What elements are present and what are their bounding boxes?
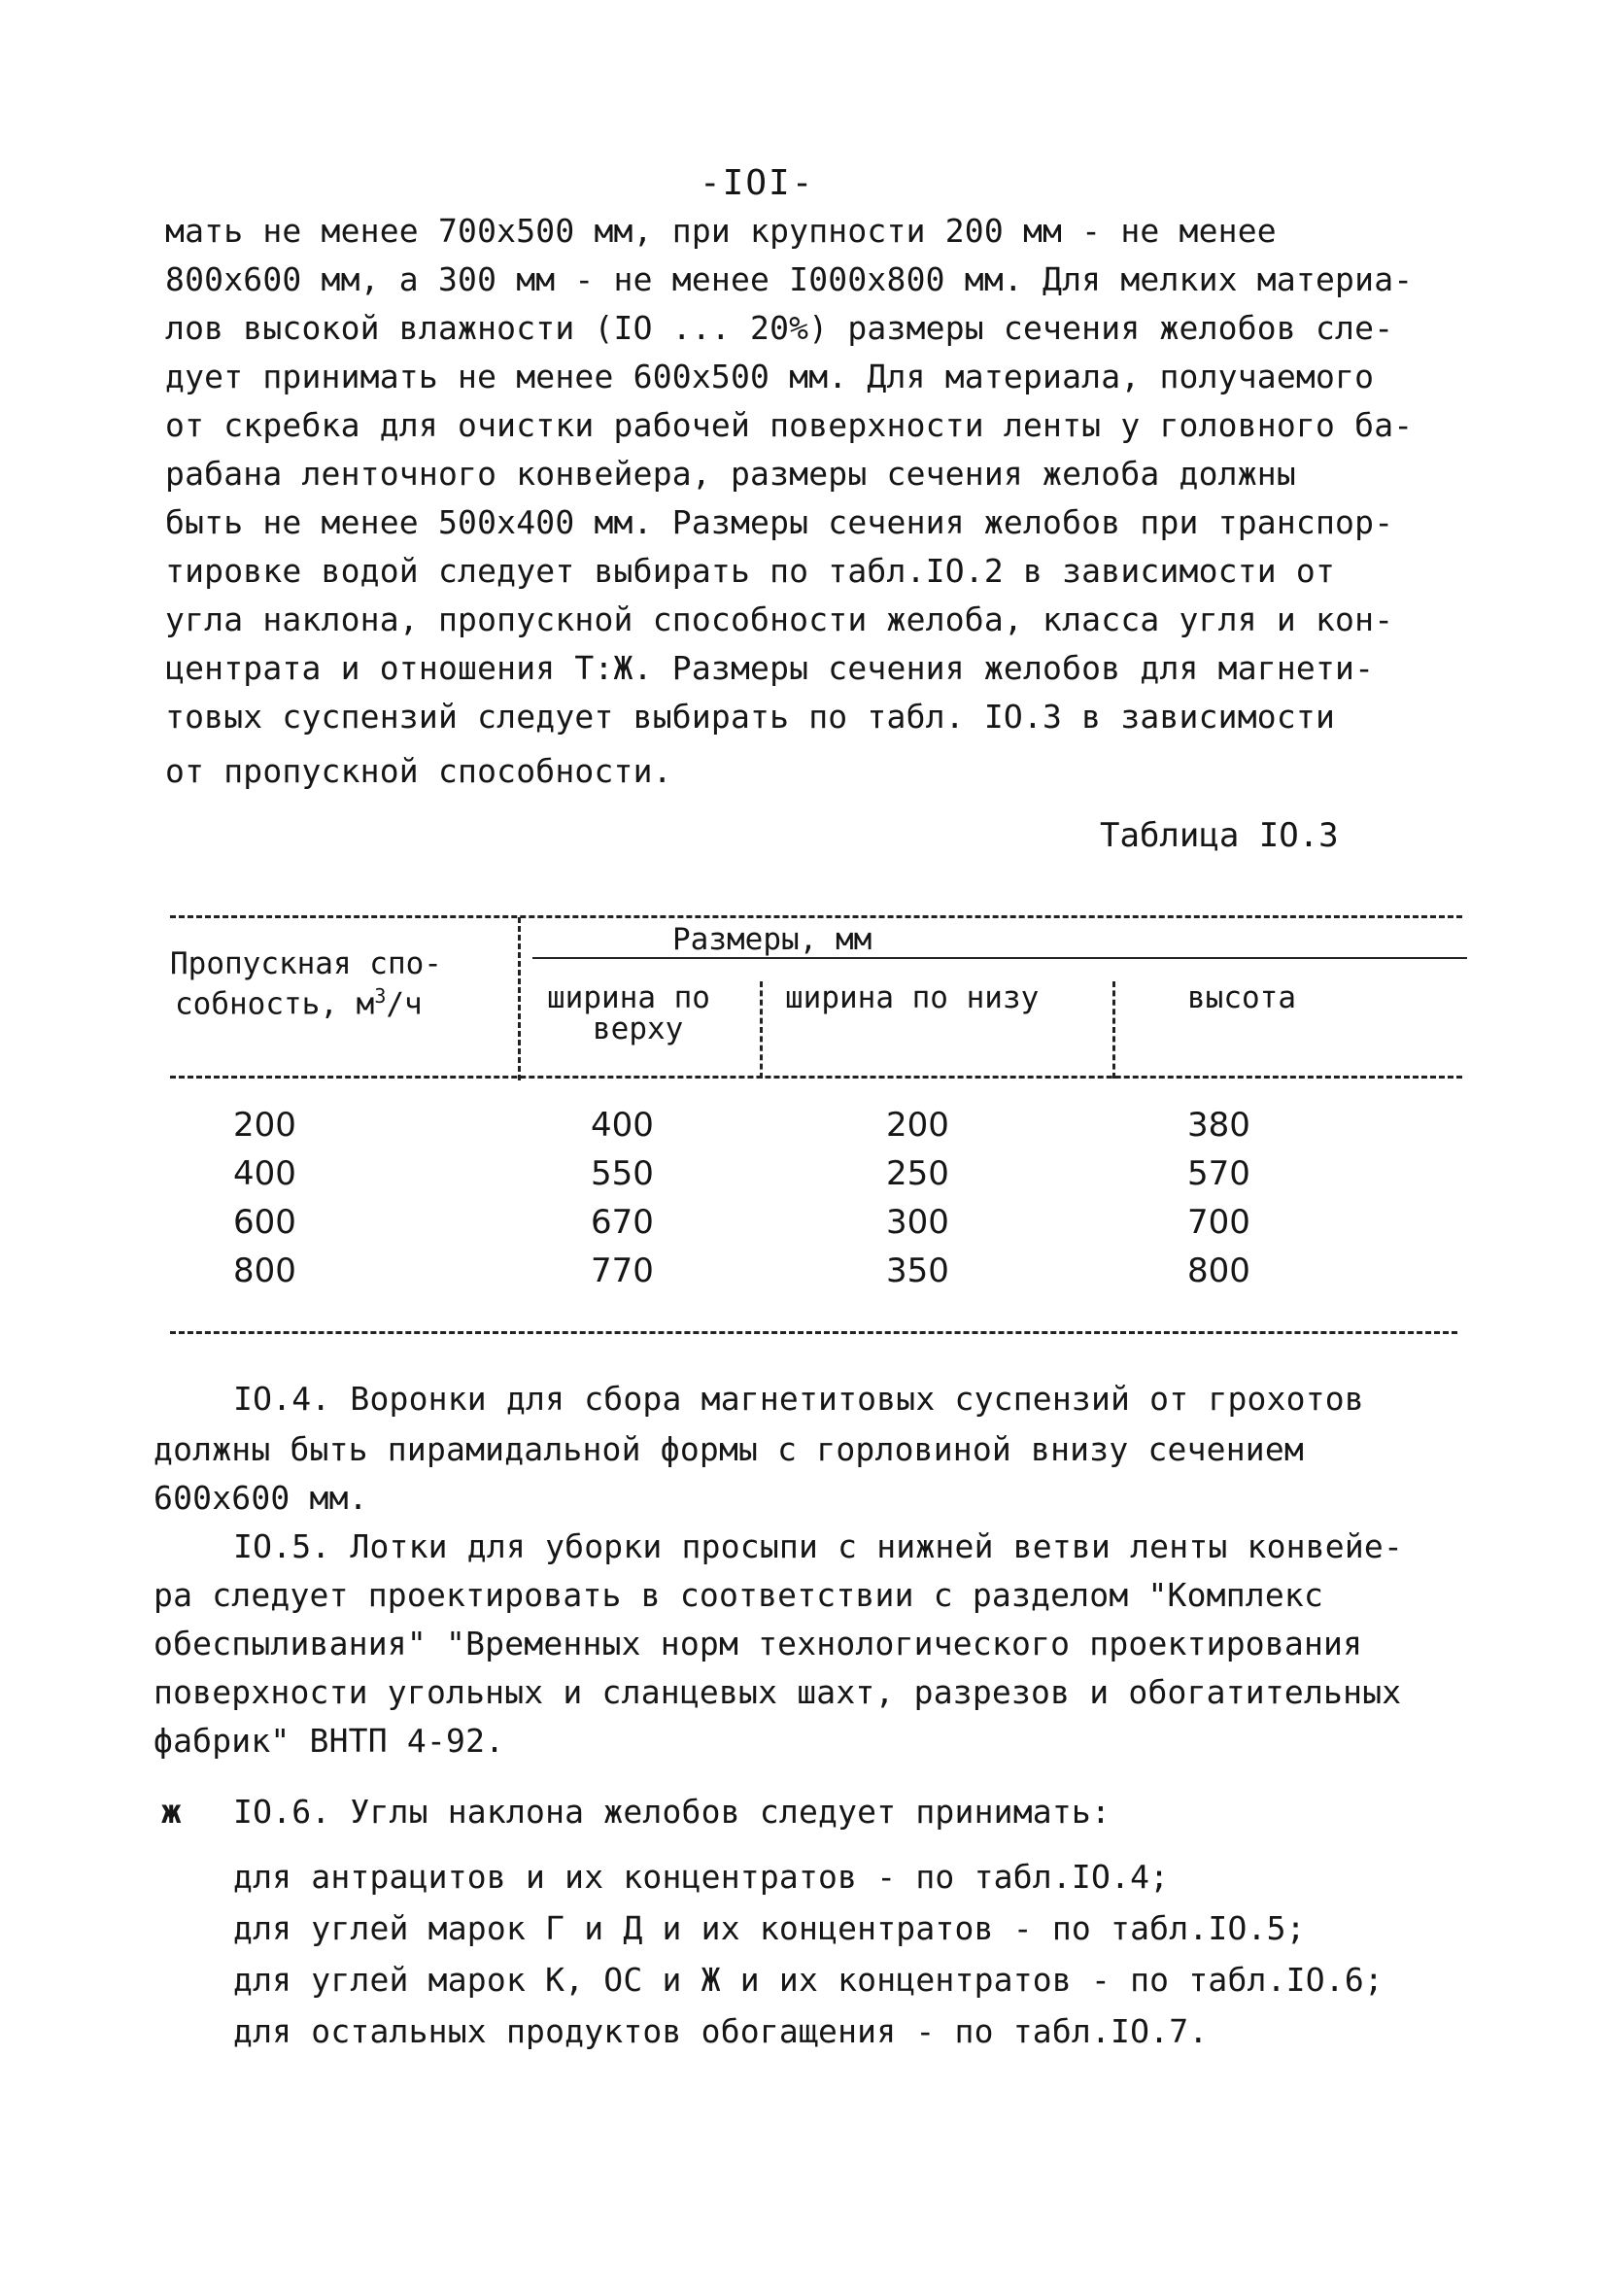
header-capacity-unit: /ч (386, 986, 423, 1022)
cell-height: 380 (1187, 1106, 1250, 1145)
list-item: для углей марок К, ОС и Ж и их концентратов - по табл.IO.6; (233, 1961, 1384, 1999)
table-divider (518, 917, 521, 1080)
cell-height: 700 (1187, 1203, 1250, 1242)
cell-top-width: 550 (591, 1154, 654, 1193)
list-item: для антрацитов и их концентратов - по табл.IO.4; (233, 1858, 1170, 1896)
cell-bottom-width: 250 (886, 1154, 949, 1193)
text-line: товых суспензий следует выбирать по табл. IO.3 в зависимости (165, 698, 1336, 736)
group-underline (532, 957, 1467, 959)
table-divider (1112, 981, 1115, 1079)
header-top-width-line1: ширина по (547, 980, 710, 1015)
table-caption: Таблица IO.3 (1100, 816, 1339, 855)
cell-bottom-width: 350 (886, 1251, 949, 1290)
cell-bottom-width: 300 (886, 1203, 949, 1242)
table-rule-bottom (170, 1331, 1457, 1334)
list-item: для углей марок Г и Д и их концентратов - по табл.IO.5; (233, 1909, 1306, 1947)
text-line: 800x600 мм, а 300 мм - не менее I000x800 мм. Для мелких материа- (165, 260, 1414, 298)
text-line: IO.4. Воронки для сбора магнетитовых суспензий от грохотов (233, 1380, 1364, 1418)
text-line: фабрик" ВНТП 4-92. (154, 1722, 505, 1760)
table-rule-header (170, 1076, 1462, 1079)
cell-capacity: 200 (233, 1106, 296, 1145)
header-capacity-line1: Пропускная спо- (170, 946, 442, 981)
text-line: должны быть пирамидальной формы с горловиной внизу сечением (154, 1430, 1304, 1468)
text-line: угла наклона, пропускной способности желоба, класса угля и кон- (165, 600, 1394, 638)
cell-capacity: 600 (233, 1203, 296, 1242)
cell-bottom-width: 200 (886, 1106, 949, 1145)
header-group-dimensions: Размеры, мм (672, 922, 872, 957)
cell-height: 570 (1187, 1154, 1250, 1193)
cell-top-width: 400 (591, 1106, 654, 1145)
cell-capacity: 400 (233, 1154, 296, 1193)
header-top-width-line2: верху (593, 1011, 684, 1046)
header-bottom-width: ширина по низу (785, 980, 1040, 1015)
text-line: 600x600 мм. (154, 1479, 368, 1517)
cell-capacity: 800 (233, 1251, 296, 1290)
table-rule-top (170, 915, 1462, 918)
cell-top-width: 770 (591, 1251, 654, 1290)
header-capacity-line2 (175, 979, 423, 1020)
header-height: высота (1187, 980, 1296, 1015)
header-capacity-text: собность, м (175, 986, 375, 1022)
change-marker: ж (161, 1793, 182, 1832)
text-line: от пропускной способности. (165, 752, 672, 790)
text-line: ра следует проектировать в соответствии с разделом "Комплекс (154, 1576, 1324, 1614)
header-capacity-sup: 3 (374, 984, 387, 1008)
text-line: центрата и отношения Т:Ж. Размеры сечения желобов для магнети- (165, 649, 1375, 687)
text-line: лов высокой влажности (IO ... 20%) размеры сечения желобов сле- (165, 309, 1394, 347)
text-line: обеспыливания" "Временных норм технологического проектирования (154, 1625, 1363, 1662)
text-line: от скребка для очистки рабочей поверхности ленты у головного ба- (165, 406, 1414, 444)
text-line: поверхности угольных и сланцевых шахт, разрезов и обогатительных (154, 1673, 1402, 1711)
text-line: дует принимать не менее 600x500 мм. Для материала, получаемого (165, 358, 1375, 395)
text-line: быть не менее 500x400 мм. Размеры сечения желобов при транспор- (165, 503, 1394, 541)
text-line: тировке водой следует выбирать по табл.IO.2 в зависимости от (165, 552, 1336, 590)
text-line: рабана ленточного конвейера, размеры сечения желоба должны (165, 455, 1296, 493)
cell-top-width: 670 (591, 1203, 654, 1242)
page-number: -IOI- (700, 163, 815, 203)
list-item: для остальных продуктов обогащения - по табл.IO.7. (233, 2012, 1209, 2050)
cell-height: 800 (1187, 1251, 1250, 1290)
table-divider (760, 981, 763, 1079)
text-line: IO.5. Лотки для уборки просыпи с нижней ветви ленты конвейе- (233, 1527, 1404, 1565)
text-line: мать не менее 700x500 мм, при крупности 200 мм - не менее (165, 212, 1277, 250)
text-line: IO.6. Углы наклона желобов следует принимать: (233, 1793, 1111, 1831)
